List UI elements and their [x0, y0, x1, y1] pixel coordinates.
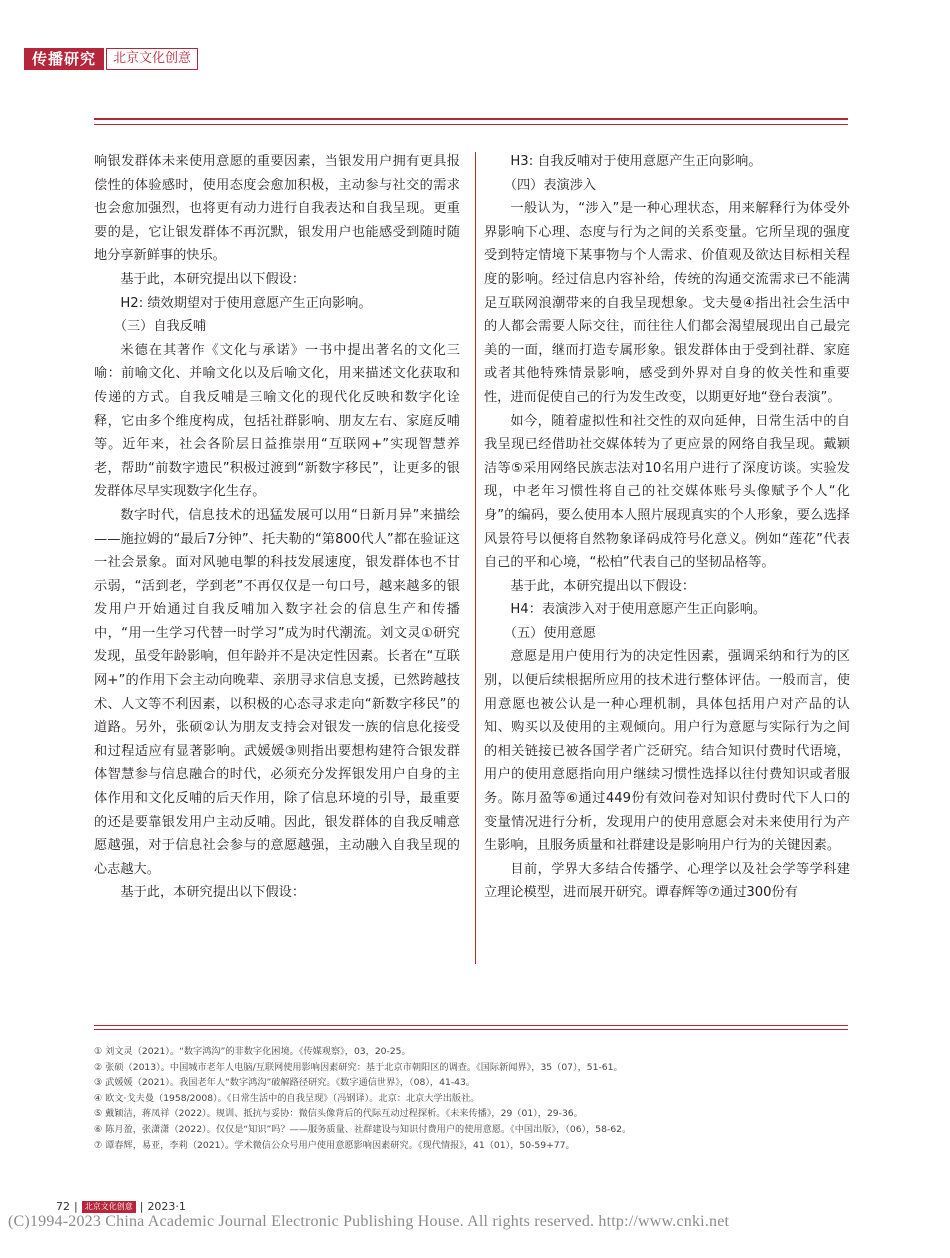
- header-rule-thin: [94, 124, 848, 125]
- page-number: 72: [56, 1200, 70, 1213]
- footnote: ② 张硕（2013）。中国城市老年人电脑/互联网使用影响因素研究：基于北京市朝阳区的调查。《国际新闻界》，35（07），51-61。: [94, 1061, 623, 1073]
- footnotes: [94, 1044, 848, 1153]
- body-paragraph: 意愿是用户使用行为的决定性因素，强调采纳和行为的区别，以便后续根据所应用的技术进行整体评估。一般而言，使用意愿也被公认是一种心理机制，具体包括用户对产品的认知、购买以及使用的主观倾向。用户行为意愿与实际行为之间的相关链接已被各国学者广泛研究。结合知识付费时代语境，用户的使用意愿指向用户继续习惯性选择以往付费知识或者服务。陈月盈等⑥通过449份有效问卷对知识付费时代下人口的变量情况进行分析，发现用户的使用意愿会对未来使用行为产生影响，且服务质量和社群建设是影响用户行为的关键因素。: [484, 649, 850, 854]
- body-paragraph: 一般认为，“涉入”是一种心理状态，用来解释行为体受外界影响下心理、态度与行为之间的关系变量。它所呈现的强度受到特定情境下某事物与个人需求、价值观及欲达目标相关程度的影响。经过信息内容补给，传统的沟通交流需求已不能满足互联网浪潮带来的自我呈现想象。戈夫曼④指出社会生活中的人都会需要人际交往，而往往人们都会渴望展现出自己最完美的一面，继而打造专属形象。银发群体由于受到社群、家庭或者其他特殊情景影响，感受到外界对自身的攸关性和重要性，进而促使自己的行为发生改变，以期更好地“登台表演”。: [484, 201, 850, 405]
- footnote: ③ 武媛媛（2021）。我国老年人“数字鸿沟”破解路径研究。《数字通信世界》，（08），41-43。: [94, 1077, 476, 1089]
- body-paragraph: 如今，随着虚拟性和社交性的双向延伸，日常生活中的自我呈现已经借助社交媒体转为了更应景的网络自我呈现。戴颖洁等⑤采用网络民族志法对10名用户进行了深度访谈。实验发现，中老年习惯性将自己的社交媒体账号头像赋予个人“化身”的编码，要么使用本人照片展现真实的个人形象，要么选择风景符号以便将自然物象译码成符号化意义。例如“莲花”代表自己的平和心境，“松柏”代表自己的坚韧品格等。: [484, 413, 850, 571]
- section-heading: （三）自我反哺: [113, 319, 207, 335]
- journal-logo: 北京文化创意: [82, 1201, 136, 1213]
- right-column: [484, 150, 850, 905]
- body-paragraph: 基于此，本研究提出以下假设：: [120, 885, 306, 901]
- page-footer: [56, 1200, 186, 1213]
- journal-name: 北京文化创意: [106, 48, 198, 70]
- hypothesis: H3: 自我反哺对于使用意愿产生正向影响。: [510, 154, 762, 169]
- footnote: ④ 欧文·戈夫曼（1958/2008）。《日常生活中的自我呈现》（冯钢译）。北京：北京大学出版社。: [94, 1092, 480, 1104]
- section-heading: （四）表演涉入: [503, 177, 597, 193]
- body-paragraph: 基于此，本研究提出以下假设：: [120, 271, 306, 287]
- footer-separator: |: [139, 1200, 144, 1213]
- hypothesis: H2: 绩效期望对于使用意愿产生正向影响。: [120, 295, 372, 311]
- footnote: ⑤ 戴颖洁，蒋凤祥（2022）。规训、抵抗与妥协：微信头像背后的代际互动过程探析。《未来传播》，29（01），29-36。: [94, 1108, 583, 1120]
- footnote-rule: [94, 1025, 848, 1026]
- section-title: 传播研究: [24, 48, 104, 70]
- footer-separator: |: [74, 1200, 78, 1213]
- column-divider: [475, 152, 476, 964]
- footnote: ① 刘文灵（2021）。“数字鸿沟”的非数字化困境。《传媒观察》，03，20-25。: [94, 1046, 411, 1057]
- footnote: ⑦ 谭春辉，易亚，李莉（2021）。学术微信公众号用户使用意愿影响因素研究。《现代情报》，41（01），50-59+77。: [94, 1139, 575, 1151]
- issue-number: 2023·1: [147, 1200, 186, 1213]
- left-column: [94, 150, 460, 905]
- body-paragraph: 数字时代，信息技术的迅猛发展可以用“日新月异”来描绘——施拉姆的“最后7分钟”、托夫勒的“第800代人”都在验证这一社会景象。面对风驰电掣的科技发展速度，银发群体也不甘示弱，“活到老，学到老”不再仅仅是一句口号，越来越多的银发用户开始通过自我反哺加入数字社会的信息生产和传播中，“用一生学习代替一时学习”成为时代潮流。刘文灵①研究发现，虽受年龄影响，但年龄并不是决定性因素。长者在“互联网+”的作用下会主动向晚辈、亲朋寻求信息支援，已然跨越技术、人文等不利因素，以积极的心态寻求走向“新数字移民”的道路。另外，张硕②认为朋友支持会对银发一族的信息化接受和过程适应有显著影响。武媛媛③则指出要想构建符合银发群体智慧参与信息融合的时代，必须充分发挥银发用户自身的主体作用和文化反哺的后天作用，除了信息环境的引导，最重要的还是要靠银发用户主动反哺。因此，银发群体的自我反哺意愿越强，对于信息社会参与的意愿越强，主动融入自我呈现的心志越大。: [94, 507, 460, 877]
- header-rule-thick: [94, 118, 848, 120]
- footnote-rule-2: [94, 1029, 848, 1030]
- body-paragraph: 目前，学界大多结合传播学、心理学以及社会学等学科建立理论模型，进而展开研究。谭春辉等⑦通过300份有: [484, 861, 850, 901]
- body-paragraph: 响银发群体未来使用意愿的重要因素，当银发用户拥有更具报偿性的体验感时，使用态度会愈加积极，主动参与社交的需求也会愈加强烈，也将更有动力进行自我表达和自我呈现。更重要的是，它让银发群体不再沉默，银发用户也能感受到随时随地分享新鲜事的快乐。: [94, 154, 460, 264]
- hypothesis: H4：表演涉入对于使用意愿产生正向影响。: [510, 602, 767, 618]
- copyright-notice: (C)1994-2023 China Academic Journal Electronic Publishing House. All rights reserved. http://www.cnki.net: [8, 1213, 730, 1230]
- section-heading: （五）使用意愿: [503, 625, 597, 641]
- footnote: ⑥ 陈月盈，张潇潇（2022）。仅仅是“知识”吗？——服务质量、社群建设与知识付费用户的使用意愿。《中国出版》，（06），58-62。: [94, 1123, 632, 1135]
- section-header: [24, 48, 198, 70]
- body-paragraph: 基于此，本研究提出以下假设：: [510, 578, 696, 594]
- body-paragraph: 米德在其著作《文化与承诺》一书中提出著名的文化三喻：前喻文化、并喻文化以及后喻文化，用来描述文化获取和传递的方式。自我反哺是三喻文化的现代化反映和数字化诠释，它由多个维度构成，包括社群影响、朋友左右、家庭反哺等。近年来，社会各阶层日益推崇用“互联网+”实现智慧养老，帮助“前数字遗民”积极过渡到“新数字移民”，让更多的银发群体尽早实现数字化生存。: [94, 342, 460, 500]
